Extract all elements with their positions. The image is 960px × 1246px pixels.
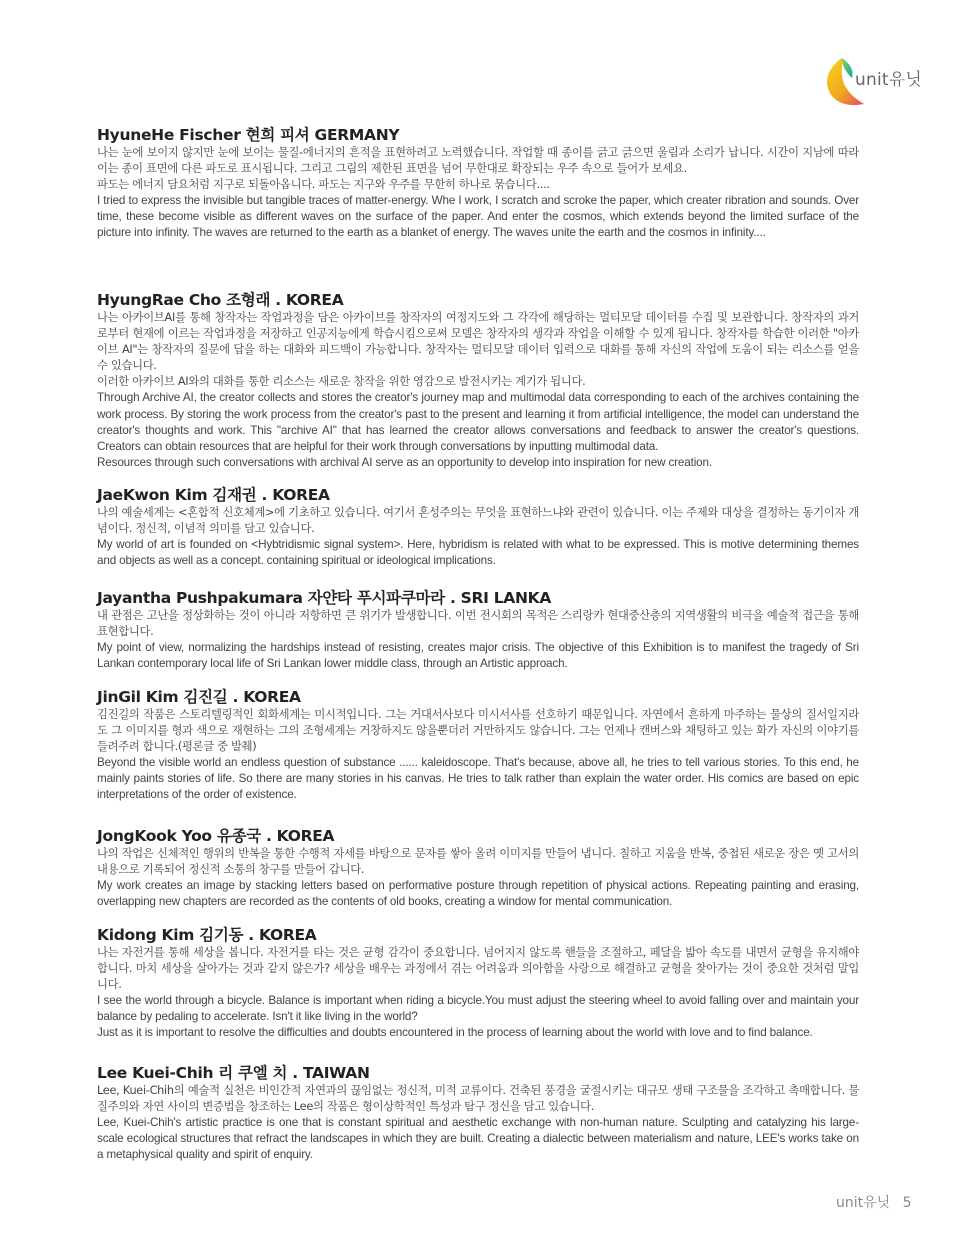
statement-english: My world of art is founded on <Hybtridismic signal system>. Here, hybridism is related with what to be expressed. This is motive determining themes and objects as well as a concept. containing spiritual or ideological implications. <box>97 538 859 568</box>
statement-korean: 나의 예술세계는 <혼합적 신호체계>에 기초하고 있습니다. 여기서 혼성주의는 무엇을 표현하느냐와 관련이 있습니다. 이는 주제와 대상을 결정하는 동기이자 개념이다. 정신적, 이념적 의미를 담고 있습니다. <box>97 506 859 536</box>
artist-name: Jayantha Pushpakumara 자얀타 푸시파쿠마라 . SRI LANKA <box>97 589 552 607</box>
artist-entry <box>97 126 859 242</box>
statement-korean: Lee, Kuei-Chih의 예술적 실천은 비인간적 자연과의 끊임없는 정신적, 미적 교류이다. 건축된 풍경을 굴절시키는 대규모 생태 구조물을 조각하고 촉매합니다. 물질주의와 자연 사이의 변증법을 창조하는 Lee의 작품은 형이상학적인 특성과 탐구 정신을 담고 있습니다. <box>97 1084 859 1114</box>
page-number: 5 <box>902 1195 912 1211</box>
statement-korean: 나의 작업은 신체적인 행위의 반복을 통한 수행적 자세를 바탕으로 문자를 쌓아 올려 이미지를 만들어 냅니다. 칠하고 지움을 반복, 중첩된 새로운 장은 옛 고서의 내용으로 기록되어 정신적 소통의 창구를 만들어 갑니다. <box>97 847 859 877</box>
artist-entry <box>97 291 859 471</box>
statement-english: My work creates an image by stacking letters based on performative posture through repetition of physical actions. Repeating painting and erasing, overlapping new chapters are recorded as the contents of old books, creating a window for mental communication. <box>97 879 859 909</box>
statement-english: Beyond the visible world an endless question of substance ...... kaleidoscope. That's because, above all, he tries to tell various stories. To this end, he mainly paints stories of life. So there are many stories in his canvas. He tries to talk rather than explain the water order. His comics are based on epic interpretations of the order of existence. <box>97 756 859 802</box>
artist-name: Lee Kuei-Chih 리 쿠엘 치 . TAIWAN <box>97 1064 370 1082</box>
statement-korean: 내 관점은 고난을 정상화하는 것이 아니라 저항하면 큰 위기가 발생합니다. 이번 전시회의 목적은 스리랑카 현대중산층의 지역생활의 비극을 예술적 접근을 통해 표현합니다. <box>97 609 859 639</box>
artist-name: JaeKwon Kim 김재권 . KOREA <box>97 486 330 504</box>
statement-english: I see the world through a bicycle. Balance is important when riding a bicycle.You must adjust the steering wheel to avoid falling over and maintain your balance by pedaling to accelerate. Isn't it like living in the world? <box>97 994 859 1024</box>
artist-name: JongKook Yoo 유종국 . KOREA <box>97 827 335 845</box>
artist-entry <box>97 688 859 804</box>
statement-english: Resources through such conversations with archival AI serve as an opportunity to develop into inspiration for new creation. <box>97 455 712 469</box>
statement-english: I tried to express the invisible but tangible traces of matter-energy. Whe I work, I scratch and scroke the paper, which creater ribration and sounds. Over time, these become visible as different waves on the surface of the paper. And enter the cosmos, which extends beyond the limited surface of the picture into infinity. The waves are returned to the earth as a blanket of energy. The waves unite the earth and the cosmos in infinity.... <box>97 194 859 240</box>
footer-brand: unit유닛 <box>836 1195 891 1211</box>
statement-korean: 나는 아카이브AI를 통해 창작자는 작업과정을 담은 아카이브를 창작자의 여정지도와 그 각각에 해당하는 멀티모달 데이터를 수집 및 보관합니다. 창작자의 과거로부터 현재에 이르는 작업과정을 저장하고 인공지능에게 학습시킴으로써 모델은 창작자의 생각과 작업을 이해할 수 있게 됩니다. 창작자를 학습한 이러한 "아카이브 AI"는 창작자의 질문에 답을 하는 대화와 피드백이 가능합니다. 창작자는 멀티모달 데이터 입력으로 대화를 통해 자신의 작업에 도움이 되는 리소스를 얻을 수 있습니다. <box>97 311 859 373</box>
statement-korean: 나는 눈에 보이지 않지만 눈에 보이는 물질-에너지의 흔적을 표현하려고 노력했습니다. 작업할 때 종이를 긁고 긁으면 울림과 소리가 납니다. 시간이 지남에 따라 이는 종이 표면에 다른 파도로 표시됩니다. 그리고 그림의 제한된 표면을 넘어 무한대로 확장되는 우주 속으로 들어가 보세요. <box>97 146 859 176</box>
artist-name: HyuneHe Fischer 현희 피셔 GERMANY <box>97 126 400 144</box>
artist-name: Kidong Kim 김기동 . KOREA <box>97 926 317 944</box>
statement-korean: 이러한 아카이브 AI와의 대화를 통한 리소스는 새로운 창작을 위한 영감으로 발전시키는 계기가 됩니다. <box>97 375 586 389</box>
artist-entry <box>97 926 859 1042</box>
artist-entry <box>97 486 859 569</box>
artist-entry <box>97 827 859 910</box>
artist-name: JinGil Kim 김진길 . KOREA <box>97 688 301 706</box>
artist-entry <box>97 589 859 672</box>
artist-name: HyungRae Cho 조형래 . KOREA <box>97 291 344 309</box>
artist-entry <box>97 1064 859 1163</box>
statement-english: Just as it is important to resolve the difficulties and doubts encountered in the process of learning about the world with love and to find balance. <box>97 1026 813 1040</box>
logo-text: unit유닛 <box>855 70 922 90</box>
statement-korean: 김진길의 작품은 스토리텔링적인 회화세계는 미시적입니다. 그는 거대서사보다 미시서사를 선호하기 때문입니다. 자연에서 흔하게 마주하는 물상의 질서일지라도 그 이미지를 형과 색으로 재현하는 그의 조형세계는 거창하지도 않을뿐더러 거만하지도 않습니다. 그는 언제나 캔버스와 채팅하고 있는 화가 자신의 이야기를 들려주려 합니다.(평론글 중 발췌) <box>97 708 859 754</box>
statement-english: Lee, Kuei-Chih's artistic practice is one that is constant spiritual and aesthetic exchange with non-human nature. Sculpting and catalyzing his large-scale ecological structures that refract the landscapes in which they are built. Creating a dialectic between materialism and nature, LEE's works take on a metaphysical quality and spirit of enquiry. <box>97 1116 859 1162</box>
unit-logo <box>820 54 920 110</box>
statement-english: My point of view, normalizing the hardships instead of resisting, creates major crisis. The objective of this Exhibition is to manifest the tragedy of Sri Lankan contemporary local life of Sri Lankan lower middle class, through an Artistic approach. <box>97 641 859 671</box>
page-footer <box>836 1192 912 1212</box>
statement-korean: 나는 자전거를 통해 세상을 봅니다. 자전거를 타는 것은 균형 감각이 중요합니다. 넘어지지 않도록 핸들을 조절하고, 페달을 밟아 속도를 내면서 균형을 유지해야 합니다. 마치 세상을 살아가는 것과 같지 않은가? 세상을 배우는 과정에서 겪는 어려움과 의아함을 사랑으로 해결하고 균형을 찾아가는 것이 중요한 것처럼 말입니다. <box>97 946 859 992</box>
statement-english: Through Archive AI, the creator collects and stores the creator's journey map and multimodal data corresponding to each of the archives containing the work process. By storing the work process from the creator's past to the present and learning it from artificial intelligence, the model can understand the creator's thoughts and work. This "archive AI" that has learned the creator allows conversations and feedback to answer the creator's questions. Creators can obtain resources that are helpful for their work through conversations by inputting multimodal data. <box>97 391 859 453</box>
statement-korean: 파도는 에너지 담요처럼 지구로 되돌아옵니다. 파도는 지구와 우주를 무한히 하나로 묶습니다.... <box>97 178 550 192</box>
